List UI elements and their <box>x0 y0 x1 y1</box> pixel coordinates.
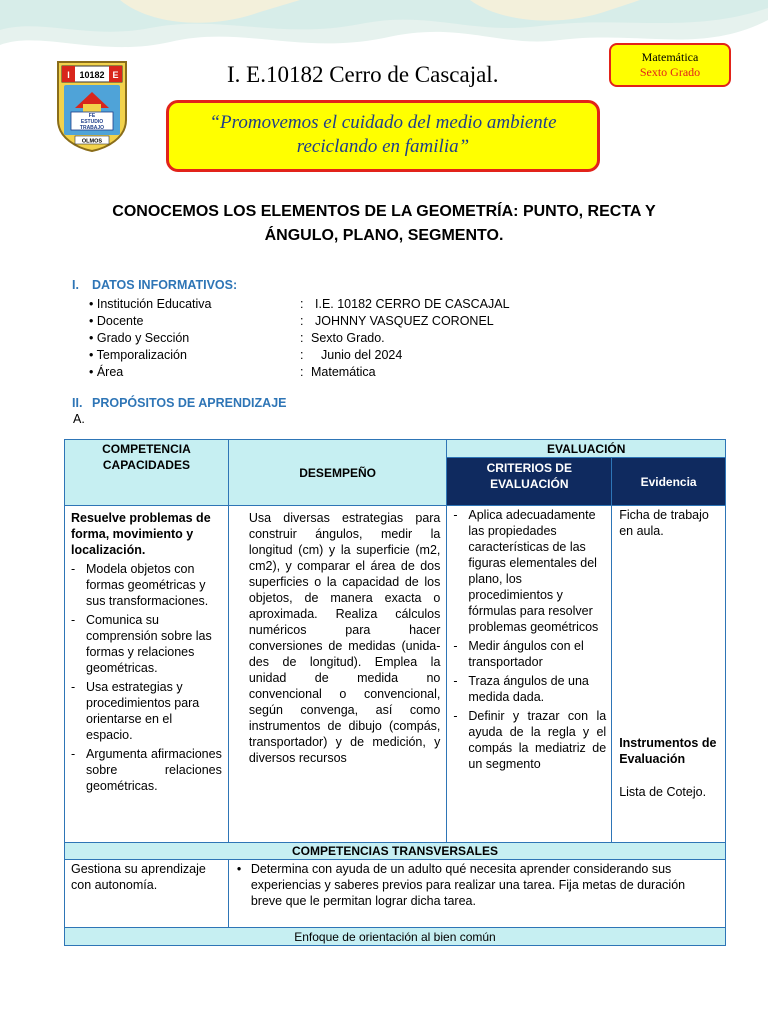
page-title-line-2: ÁNGULO, PLANO, SEGMENTO. <box>264 227 504 244</box>
info-label: • Área <box>89 365 124 379</box>
info-label: • Docente <box>89 314 144 328</box>
info-value: JOHNNY VASQUEZ CORONEL <box>315 314 494 328</box>
list-item: - Usa estrategias y procedimientos para orientarse en el espacio. <box>71 679 222 743</box>
cell-desempeno: Usa diversas estrategias para construir ángulos, medir la longitud (cm) y la superficie (m2, cm2), y comparar el área de dos superficies o la capacidad de los objetos, de manera exacta o aproximada. Realiza cálculos numéricos para hacer conversiones de medidas (unida-des de longitud). Emplea la unidad de medida no convencional o convencional, según convenga, así como instrumentos de dibujo (compás, transportador) y de medición, y diversos recursos <box>228 506 447 843</box>
list-item: - Traza ángulos de una medida dada. <box>453 673 606 705</box>
section-heading-propositos <box>72 396 286 410</box>
transversal-list <box>233 861 717 909</box>
section-title: PROPÓSITOS DE APRENDIZAJE <box>92 396 287 410</box>
section-heading-datos <box>72 278 237 292</box>
enfoque-row: Enfoque de orientación al bien común <box>65 928 726 946</box>
info-label: • Institución Educativa <box>89 297 212 311</box>
school-logo <box>55 60 129 152</box>
logo-code: 10182 <box>79 70 105 80</box>
info-value: I.E. 10182 CERRO DE CASCAJAL <box>315 297 510 311</box>
page-title <box>60 200 708 248</box>
subject-label: Matemática <box>641 50 699 64</box>
header-competencia-line-2: CAPACIDADES <box>102 458 190 472</box>
motto-line-1: “Promovemos el cuidado del medio ambiente <box>209 112 557 133</box>
section-title: DATOS INFORMATIVOS: <box>92 278 238 292</box>
capacidades-list <box>71 561 222 794</box>
page-title-line-1: CONOCEMOS LOS ELEMENTOS DE LA GEOMETRÍA: PUNTO, RECTA Y <box>112 203 656 220</box>
cell-transversal-competencia: Gestiona su aprendizaje con autonomía. <box>65 860 229 928</box>
cell-criterios <box>447 506 612 843</box>
instrumento-value: Lista de Cotejo. <box>619 785 707 799</box>
info-label: • Temporalización <box>89 348 187 362</box>
motto-line-2: reciclando en familia” <box>296 136 470 157</box>
subsection-label: A. <box>73 412 85 426</box>
info-separator: : <box>300 365 304 379</box>
section-number: I. <box>72 278 79 292</box>
logo-motto-fe: FE <box>88 113 96 119</box>
learning-table <box>64 439 726 946</box>
info-separator: : <box>300 348 304 362</box>
cell-evidencia <box>612 506 726 843</box>
instrumentos-label: Instrumentos de Evaluación <box>619 736 717 766</box>
header-desempeno: DESEMPEÑO <box>228 440 447 506</box>
section-number: II. <box>72 396 83 410</box>
logo-motto-estudio: ESTUDIO <box>80 119 104 125</box>
header-evidencia: Evidencia <box>612 458 726 506</box>
grade-label: Sexto Grado <box>639 65 701 79</box>
logo-letter-i: I <box>67 70 70 80</box>
logo-motto-trabajo: TRABAJO <box>79 125 105 131</box>
list-item: - Aplica adecuadamente las propiedades características de las figuras elementales del plano, los procedimientos y fórmulas para resolver problemas geométricos <box>453 507 606 635</box>
list-item: - Argumenta afirmaciones sobre relaciones geométricas. <box>71 746 222 794</box>
list-item: • Determina con ayuda de un adulto qué necesita aprender considerando sus experiencias y saberes previos para realizar una tarea. Fija metas de duración breve que le permitan lograr dicha tarea. <box>233 861 717 909</box>
info-value: Matemática <box>311 365 376 379</box>
list-item: - Medir ángulos con el transportador <box>453 638 606 670</box>
header-transversales: COMPETENCIAS TRANSVERSALES <box>65 843 726 860</box>
logo-place: OLMOS <box>81 138 103 145</box>
list-item: - Definir y trazar con la ayuda de la regla y el compás la mediatriz de un segmento <box>453 708 606 772</box>
list-item: - Comunica su comprensión sobre las formas y relaciones geométricas. <box>71 612 222 676</box>
header-evaluacion: EVALUACIÓN <box>447 440 726 458</box>
evidencia-text: Ficha de trabajo en aula. <box>619 508 709 538</box>
header-criterios-line-2: EVALUACIÓN <box>490 477 569 491</box>
competencia-title: Resuelve problemas de forma, movimiento y localización. <box>71 511 211 557</box>
info-separator: : <box>300 331 304 345</box>
motto-box <box>166 100 600 172</box>
cell-competencia <box>65 506 229 843</box>
school-title: I. E.10182 Cerro de Cascajal. <box>227 62 499 87</box>
info-value: Junio del 2024 <box>321 348 403 362</box>
cell-transversal-descripcion <box>228 860 725 928</box>
list-item: - Modela objetos con formas geométricas y sus transformaciones. <box>71 561 222 609</box>
info-separator: : <box>300 314 304 328</box>
header-criterios <box>447 458 612 506</box>
info-label: • Grado y Sección <box>89 331 190 345</box>
info-separator: : <box>300 297 304 311</box>
logo-letter-e: E <box>112 70 119 80</box>
header-competencia <box>65 440 229 506</box>
criterios-list <box>453 507 606 772</box>
subject-grade-box <box>609 43 731 87</box>
info-value: Sexto Grado. <box>311 331 385 345</box>
header-competencia-line-1: COMPETENCIA <box>102 442 191 456</box>
header-criterios-line-1: CRITERIOS DE <box>486 461 572 475</box>
